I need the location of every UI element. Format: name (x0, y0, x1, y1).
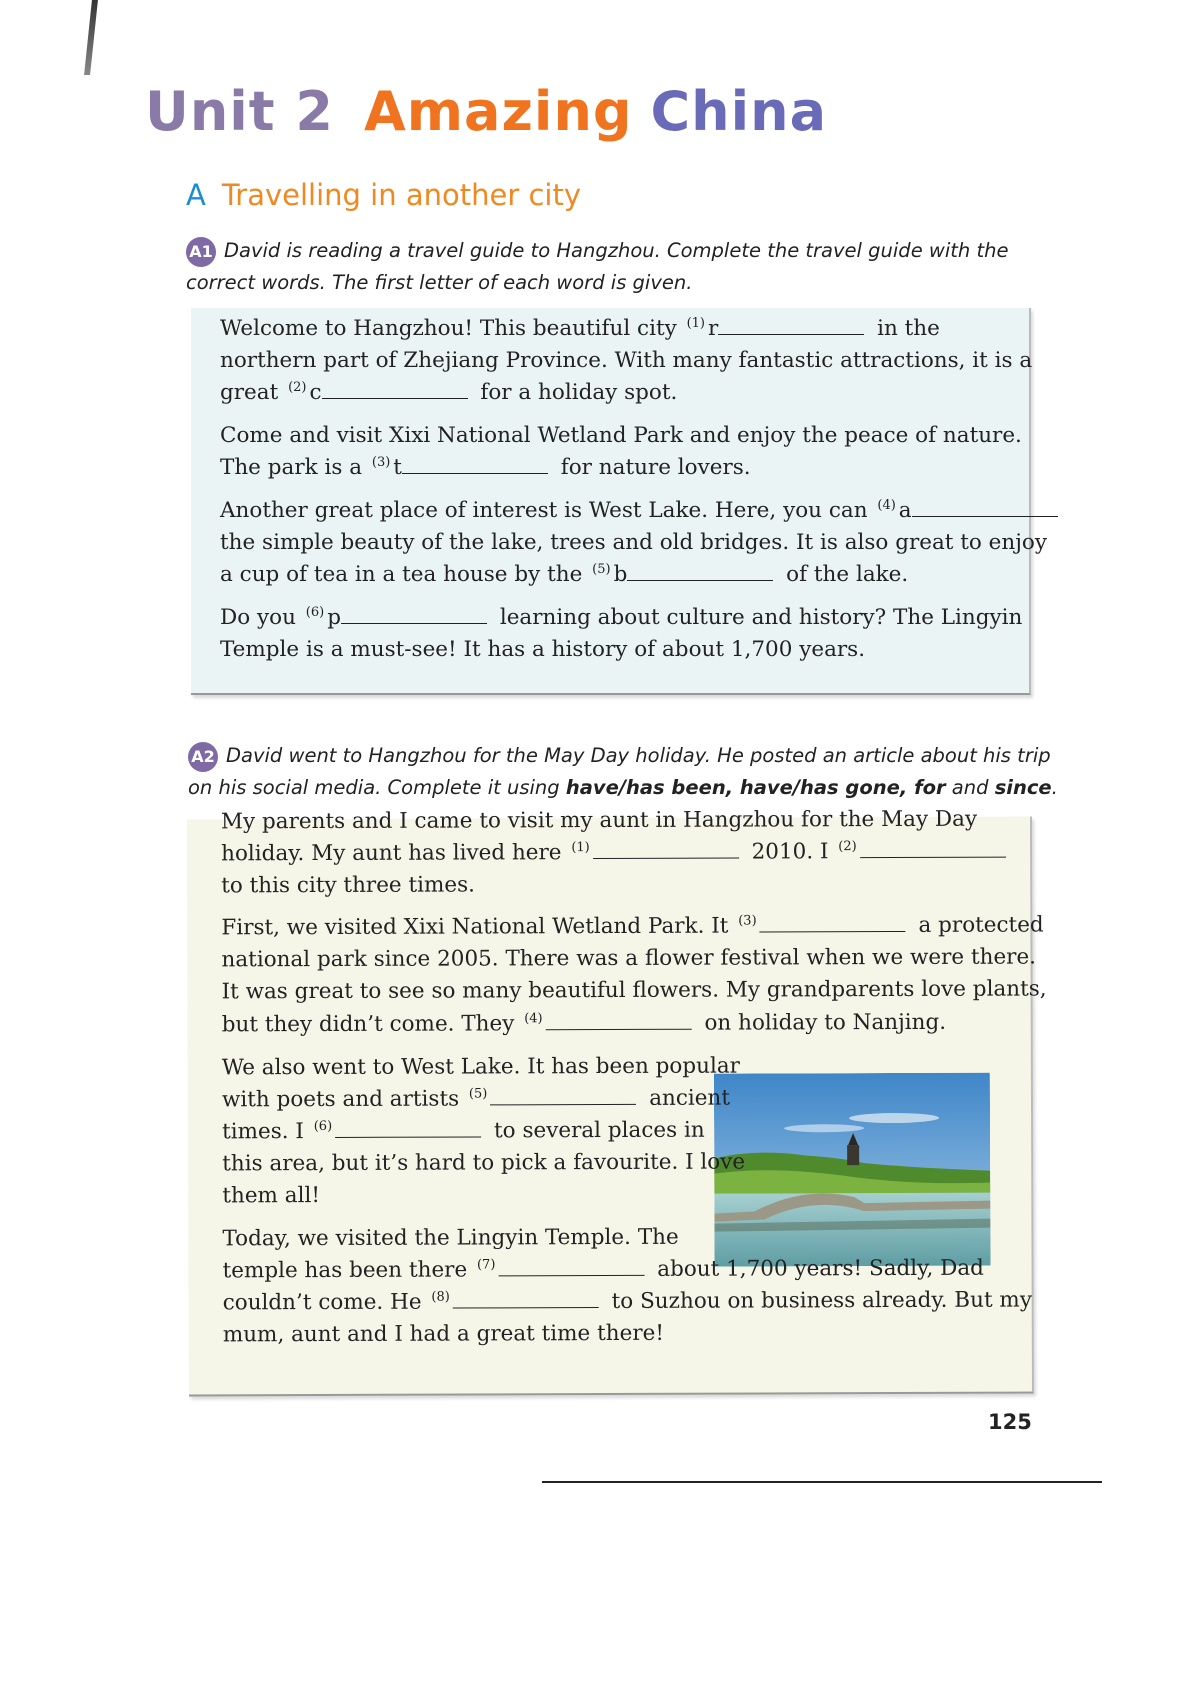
a2-text-line (222, 1054, 740, 1081)
question-number: (4) (524, 1011, 543, 1027)
passage-text: of the lake. (779, 562, 909, 587)
unit-title-word1: Amazing (364, 80, 633, 143)
a2-instruction-line: David went to Hangzhou for the May Day holiday. He posted an article about his trip (226, 744, 1051, 767)
a1-text-line (220, 562, 908, 587)
a1-text-line (220, 605, 1022, 630)
a1-instruction-line: correct words. The first letter of each word is given. (186, 270, 693, 294)
passage-text: First, we visited Xixi National Wetland Park. It (221, 913, 736, 941)
passage-text: them all! (222, 1183, 321, 1209)
question-number: (6) (313, 1118, 333, 1135)
section-letter: A (186, 178, 206, 212)
passage-text: r (707, 316, 719, 341)
a2-text-line (222, 1150, 745, 1177)
question-number: (3) (371, 455, 391, 470)
answer-blank[interactable] (453, 1289, 599, 1309)
a2-text-line (221, 807, 977, 835)
a2-text-line (222, 1225, 678, 1252)
question-number: (1) (686, 316, 705, 331)
a1-text-line (220, 380, 677, 405)
west-lake-photo (714, 1073, 991, 1267)
question-number: (8) (431, 1289, 450, 1305)
question-number: (1) (571, 840, 590, 856)
scan-mark (84, 0, 98, 75)
travel-guide-box (191, 308, 1048, 695)
passage-text: with poets and artists (221, 1086, 466, 1113)
passage-text: Welcome to Hangzhou! This beautiful city (220, 316, 684, 341)
instr-text: and (945, 775, 995, 799)
a2-text-line (221, 872, 475, 898)
answer-blank[interactable] (860, 839, 1006, 859)
question-number: (2) (288, 380, 307, 395)
a2-text-line (221, 945, 1036, 973)
a1-text-line (220, 455, 751, 480)
answer-blank[interactable] (490, 1086, 636, 1106)
passage-text: a (898, 498, 912, 523)
passage-text: the simple beauty of the lake, trees and old bridges. It is also great to enjoy (220, 530, 1048, 555)
a1-text-line (220, 348, 1032, 373)
passage-text: t (393, 455, 402, 480)
question-number: (5) (468, 1086, 488, 1102)
a1-instruction (186, 235, 1008, 298)
a1-badge: A1 (186, 237, 216, 267)
passage-text: this area, but it’s hard to pick a favourite. I love (222, 1149, 746, 1177)
a1-text-line (220, 530, 1047, 555)
a2-text-line (221, 839, 1012, 867)
question-number: (6) (305, 605, 325, 620)
passage-text: We also went to West Lake. It has been popular (221, 1053, 740, 1081)
passage-text: Today, we visited the Lingyin Temple. The (222, 1224, 679, 1252)
passage-text: to Suzhou on business already. But my (604, 1287, 1032, 1315)
answer-blank[interactable] (335, 1118, 481, 1138)
passage-text: about 1,700 years! Sadly, Dad (650, 1255, 984, 1282)
a2-text-line (222, 1118, 705, 1145)
unit-title (145, 80, 827, 143)
a1-text-line (220, 316, 940, 341)
a1-text-line (220, 498, 1064, 523)
a2-text-line (221, 912, 1043, 940)
passage-text: for a holiday spot. (473, 380, 678, 405)
answer-blank[interactable] (546, 1011, 692, 1031)
a2-instruction-line (188, 772, 1058, 803)
a2-text-line (222, 1183, 320, 1208)
passage-text: c (309, 380, 322, 405)
a2-text-line (223, 1321, 664, 1348)
passage-text: temple has been there (222, 1257, 475, 1284)
passage-text: b (613, 562, 628, 587)
footer-rule (542, 1481, 1102, 1483)
passage-text: on holiday to Nanjing. (697, 1009, 947, 1036)
passage-text: Do you (220, 605, 303, 630)
answer-blank[interactable] (912, 498, 1058, 517)
instr-bold: since (994, 775, 1052, 799)
passage-text: to this city three times. (221, 872, 476, 899)
answer-blank[interactable] (760, 913, 906, 933)
passage-text: great (220, 380, 286, 405)
passage-text: Come and visit Xixi National Wetland Park and enjoy the peace of nature. (220, 423, 1022, 448)
passage-text: learning about culture and history? The Lingyin (492, 605, 1023, 630)
answer-blank[interactable] (718, 316, 864, 335)
passage-text: times. I (222, 1119, 311, 1145)
answer-blank[interactable] (627, 562, 773, 581)
unit-label: Unit 2 (145, 80, 334, 143)
page-number: 125 (988, 1410, 1032, 1434)
passage-text: p (327, 605, 341, 630)
section-title: Travelling in another city (221, 178, 581, 212)
a1-text-line (220, 423, 1022, 448)
question-number: (2) (838, 839, 857, 855)
passage-text: ancient (642, 1085, 731, 1111)
passage-text: 2010. I (744, 839, 836, 865)
passage-text: for nature lovers. (553, 455, 751, 480)
instr-bold: have/has been, have/has gone, for (565, 775, 946, 799)
a2-text-line (223, 1288, 1032, 1316)
question-number: (5) (592, 562, 611, 577)
question-number: (3) (738, 913, 757, 929)
a1-text-line (220, 637, 865, 662)
passage-text: mum, aunt and I had a great time there! (222, 1320, 664, 1348)
a2-text-line (223, 1256, 984, 1284)
instr-text: on his social media. Complete it using (188, 775, 566, 799)
passage-text: My parents and I came to visit my aunt in Hangzhou for the May Day (220, 806, 978, 835)
answer-blank[interactable] (402, 455, 548, 474)
social-media-article-box (187, 806, 1047, 1397)
answer-blank[interactable] (498, 1257, 644, 1277)
passage-text: but they didn’t come. They (221, 1011, 522, 1038)
a2-instruction (188, 740, 1058, 803)
passage-text: The park is a (220, 455, 369, 480)
passage-text: a protected (911, 912, 1044, 938)
answer-blank[interactable] (593, 840, 739, 860)
passage-text: holiday. My aunt has lived here (221, 840, 569, 867)
a2-text-line (222, 1010, 946, 1038)
passage-text: a cup of tea in a tea house by the (220, 562, 590, 587)
a2-text-line (222, 976, 1047, 1004)
answer-blank[interactable] (341, 605, 487, 624)
a2-badge: A2 (188, 742, 218, 772)
passage-text: Another great place of interest is West Lake. Here, you can (220, 498, 875, 523)
passage-text: in the (870, 316, 940, 341)
section-heading (186, 178, 581, 212)
answer-blank[interactable] (322, 380, 468, 399)
passage-text: Temple is a must-see! It has a history of about 1,700 years. (220, 637, 866, 662)
a2-text-line (222, 1086, 730, 1113)
passage-text: northern part of Zhejiang Province. With many fantastic attractions, it is a (220, 348, 1033, 373)
a1-instruction-line: David is reading a travel guide to Hangzhou. Complete the travel guide with the (224, 239, 1009, 262)
passage-text: couldn’t come. He (222, 1289, 429, 1316)
passage-text: national park since 2005. There was a flower festival when we were there. (221, 944, 1037, 973)
question-number: (7) (476, 1257, 496, 1273)
instr-text: . (1051, 775, 1058, 799)
passage-text: It was great to see so many beautiful flowers. My grandparents love plants, (221, 976, 1047, 1005)
passage-text: to several places in (487, 1117, 705, 1144)
question-number: (4) (877, 498, 896, 513)
unit-title-word2: China (650, 80, 828, 143)
